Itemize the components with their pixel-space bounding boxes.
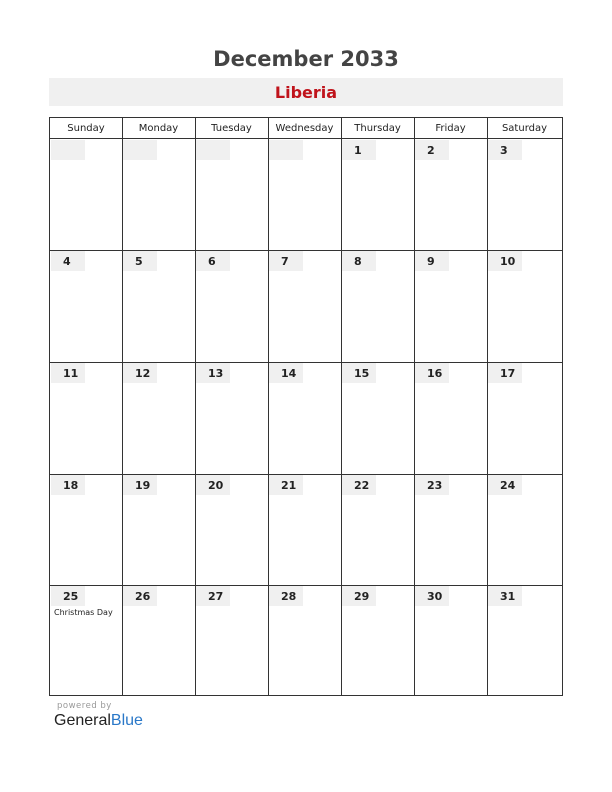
day-cell[interactable] bbox=[268, 585, 341, 695]
day-number-box bbox=[488, 586, 522, 606]
day-number: 20 bbox=[208, 479, 224, 492]
day-number: 30 bbox=[427, 590, 443, 603]
day-number-box bbox=[415, 140, 449, 160]
day-number-box bbox=[415, 586, 449, 606]
day-number: 13 bbox=[208, 367, 224, 380]
day-number-box bbox=[196, 475, 230, 495]
day-number: 5 bbox=[135, 255, 143, 268]
day-number: 27 bbox=[208, 590, 224, 603]
day-number: 26 bbox=[135, 590, 151, 603]
country-banner bbox=[49, 78, 563, 106]
day-cell[interactable] bbox=[268, 250, 341, 362]
day-number: 8 bbox=[354, 255, 362, 268]
day-cell[interactable] bbox=[414, 362, 487, 474]
day-cell[interactable] bbox=[487, 585, 562, 695]
day-number: 6 bbox=[208, 255, 216, 268]
empty-day-cell bbox=[122, 139, 195, 250]
empty-day-cell bbox=[50, 139, 122, 250]
day-number: 2 bbox=[427, 144, 435, 157]
day-number-box bbox=[51, 140, 85, 160]
day-cell[interactable] bbox=[414, 139, 487, 250]
day-number-box bbox=[51, 475, 85, 495]
day-number: 1 bbox=[354, 144, 362, 157]
day-number: 22 bbox=[354, 479, 370, 492]
day-number: 19 bbox=[135, 479, 151, 492]
day-number-box bbox=[415, 363, 449, 383]
day-number-box bbox=[196, 586, 230, 606]
day-number-box bbox=[196, 363, 230, 383]
day-number: 11 bbox=[63, 367, 79, 380]
day-cell[interactable] bbox=[50, 585, 122, 695]
weekday-header-row bbox=[50, 118, 562, 139]
country-name: Liberia bbox=[274, 83, 338, 102]
day-number-box bbox=[269, 586, 303, 606]
day-number-box bbox=[415, 251, 449, 271]
day-number-box bbox=[196, 140, 230, 160]
day-number-box bbox=[342, 475, 376, 495]
day-number-box bbox=[488, 140, 522, 160]
day-number-box bbox=[51, 251, 85, 271]
day-cell[interactable] bbox=[487, 139, 562, 250]
weekday-header-saturday: Saturday bbox=[501, 123, 548, 134]
powered-by-text: powered by bbox=[57, 701, 112, 711]
day-number-box bbox=[269, 140, 303, 160]
weekday-header-friday: Friday bbox=[435, 123, 466, 134]
weekday-header-sunday: Sunday bbox=[67, 123, 105, 134]
day-number-box bbox=[196, 251, 230, 271]
day-number: 9 bbox=[427, 255, 435, 268]
weekday-header-wednesday: Wednesday bbox=[275, 123, 334, 134]
day-number-box bbox=[415, 475, 449, 495]
day-number-box bbox=[269, 251, 303, 271]
day-cell[interactable] bbox=[341, 362, 414, 474]
day-number-box bbox=[123, 140, 157, 160]
day-number-box bbox=[488, 475, 522, 495]
day-number: 10 bbox=[500, 255, 516, 268]
day-cell[interactable] bbox=[414, 474, 487, 585]
day-cell[interactable] bbox=[195, 250, 268, 362]
day-number: 25 bbox=[63, 590, 79, 603]
day-number: 7 bbox=[281, 255, 289, 268]
day-cell[interactable] bbox=[122, 474, 195, 585]
day-number-box bbox=[342, 586, 376, 606]
day-cell[interactable] bbox=[195, 585, 268, 695]
brand-blue-text: Blue bbox=[110, 712, 143, 729]
day-number-box bbox=[488, 363, 522, 383]
page-title: December 2033 bbox=[213, 47, 399, 71]
day-cell[interactable] bbox=[487, 474, 562, 585]
day-cell[interactable] bbox=[122, 362, 195, 474]
day-cell[interactable] bbox=[50, 362, 122, 474]
holiday-label: Christmas Day bbox=[54, 608, 113, 617]
weekday-header-thursday: Thursday bbox=[354, 123, 401, 134]
day-number: 21 bbox=[281, 479, 297, 492]
day-cell[interactable] bbox=[341, 139, 414, 250]
day-number: 18 bbox=[63, 479, 79, 492]
day-number: 16 bbox=[427, 367, 443, 380]
empty-day-cell bbox=[268, 139, 341, 250]
day-cell[interactable] bbox=[122, 585, 195, 695]
day-cell[interactable] bbox=[487, 362, 562, 474]
day-number: 12 bbox=[135, 367, 151, 380]
day-cell[interactable] bbox=[195, 474, 268, 585]
day-cell[interactable] bbox=[341, 250, 414, 362]
day-number-box bbox=[123, 475, 157, 495]
day-number: 29 bbox=[354, 590, 370, 603]
day-cell[interactable] bbox=[341, 474, 414, 585]
day-number-box bbox=[342, 251, 376, 271]
day-cell[interactable] bbox=[487, 250, 562, 362]
day-number-box bbox=[488, 251, 522, 271]
day-number-box bbox=[123, 251, 157, 271]
day-number-box bbox=[269, 475, 303, 495]
day-number: 15 bbox=[354, 367, 370, 380]
day-cell[interactable] bbox=[268, 362, 341, 474]
day-number: 23 bbox=[427, 479, 443, 492]
day-cell[interactable] bbox=[268, 474, 341, 585]
day-number: 3 bbox=[500, 144, 508, 157]
day-number: 31 bbox=[500, 590, 516, 603]
day-number-box bbox=[342, 140, 376, 160]
day-number: 28 bbox=[281, 590, 297, 603]
day-number-box bbox=[269, 363, 303, 383]
day-number: 24 bbox=[500, 479, 516, 492]
day-number: 17 bbox=[500, 367, 516, 380]
day-number-box bbox=[123, 363, 157, 383]
day-number-box bbox=[51, 586, 85, 606]
day-cell[interactable] bbox=[50, 250, 122, 362]
day-cell[interactable] bbox=[50, 474, 122, 585]
day-cell[interactable] bbox=[341, 585, 414, 695]
day-cell[interactable] bbox=[122, 250, 195, 362]
brand-general-text: General bbox=[54, 712, 111, 729]
day-number: 4 bbox=[63, 255, 71, 268]
day-number-box bbox=[342, 363, 376, 383]
day-cell[interactable] bbox=[195, 362, 268, 474]
empty-day-cell bbox=[195, 139, 268, 250]
day-number-box bbox=[51, 363, 85, 383]
day-cell[interactable] bbox=[414, 250, 487, 362]
day-cell[interactable] bbox=[414, 585, 487, 695]
day-number: 14 bbox=[281, 367, 297, 380]
weekday-header-monday: Monday bbox=[138, 123, 179, 134]
calendar-grid bbox=[49, 117, 563, 696]
day-number-box bbox=[123, 586, 157, 606]
generalblue-logo[interactable] bbox=[54, 712, 143, 730]
weekday-header-tuesday: Tuesday bbox=[211, 123, 252, 134]
